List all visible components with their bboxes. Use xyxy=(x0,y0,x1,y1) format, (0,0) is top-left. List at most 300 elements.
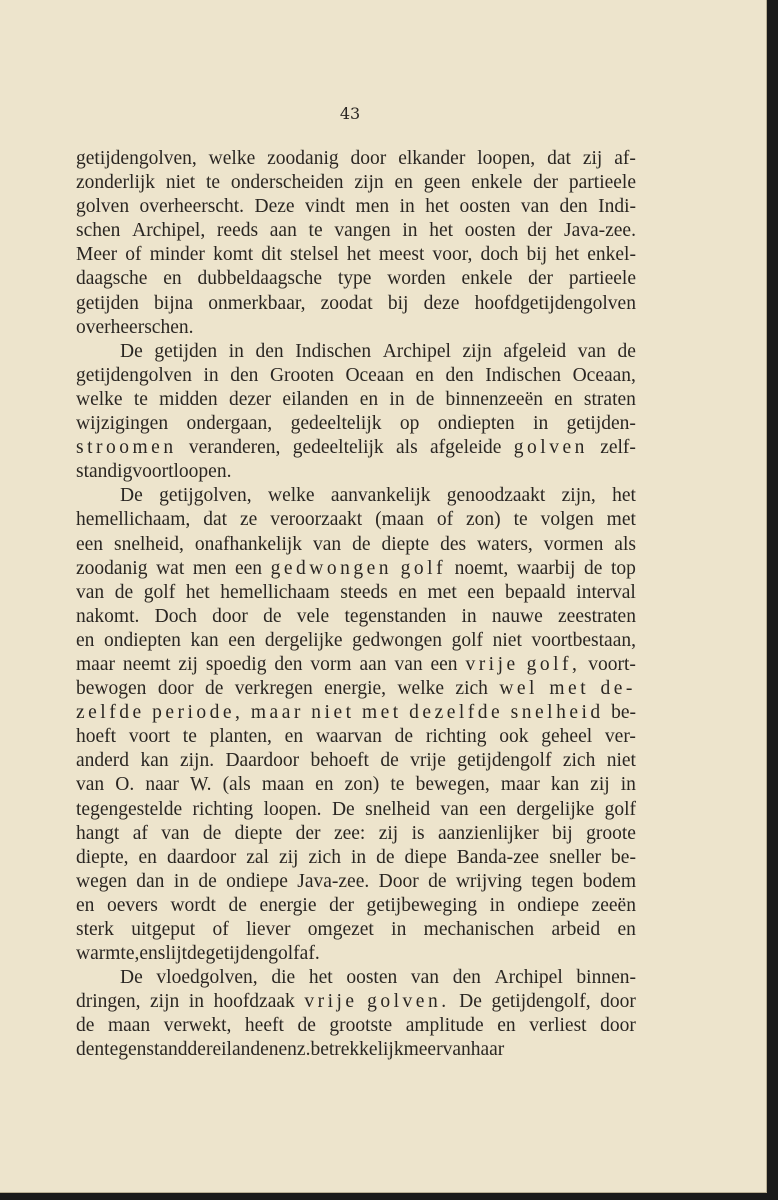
word: voort- xyxy=(588,653,636,675)
word: den xyxy=(559,196,588,218)
word: van xyxy=(410,967,440,989)
word: zich xyxy=(455,678,488,700)
word: interval xyxy=(576,581,636,603)
word: zij xyxy=(178,653,198,675)
word: hoofdzaak xyxy=(213,991,295,1013)
word: de xyxy=(198,870,217,892)
word: dan xyxy=(136,870,165,892)
word: bewegen, xyxy=(415,774,490,796)
word: verwekt, xyxy=(163,1015,232,1037)
word: te xyxy=(206,172,221,194)
word: warmte, xyxy=(76,943,140,965)
text-line xyxy=(76,316,636,340)
word: groote xyxy=(586,822,636,844)
word: Java-zee. xyxy=(297,870,370,892)
word: welke xyxy=(397,678,445,700)
word: Indi- xyxy=(598,196,636,218)
word: steeds xyxy=(340,581,388,603)
word: binnen- xyxy=(576,967,636,989)
word: der xyxy=(187,1039,213,1061)
word: dergelijke xyxy=(264,629,343,651)
word: eilanden xyxy=(282,388,349,410)
word: getijdengolf xyxy=(205,943,300,965)
word: diepte xyxy=(381,533,430,555)
word: voortbestaan, xyxy=(531,629,636,651)
text-line xyxy=(76,966,636,990)
word: liever xyxy=(246,919,291,940)
word: doch xyxy=(480,244,519,266)
word: getijdengolven xyxy=(76,364,192,386)
word: ondiepten xyxy=(437,413,515,435)
paragraph xyxy=(76,340,636,485)
word: te xyxy=(308,220,323,242)
word: in xyxy=(402,220,418,242)
word: loopen. xyxy=(263,798,322,820)
word: in xyxy=(173,870,189,892)
text-line xyxy=(76,725,636,749)
word: door xyxy=(600,1015,636,1037)
word: volgen xyxy=(540,509,594,531)
word: betrekkelijk xyxy=(310,1039,404,1061)
text-line xyxy=(76,292,636,316)
word: als xyxy=(396,437,418,459)
word: grootste xyxy=(329,1015,393,1037)
word: snelheid xyxy=(510,702,604,724)
word: met xyxy=(606,509,636,531)
word: oosten xyxy=(464,220,516,242)
word: in xyxy=(228,340,244,362)
word: golf xyxy=(400,557,447,579)
word: loopen, xyxy=(477,148,536,169)
word: daagsche xyxy=(76,268,148,290)
word: oosten xyxy=(346,967,398,989)
word: der xyxy=(533,172,559,194)
word: verliest xyxy=(529,1015,587,1037)
word: wel xyxy=(499,678,538,700)
word: sneller xyxy=(549,846,602,868)
text-line xyxy=(76,219,636,243)
word: des xyxy=(440,533,467,555)
word: der xyxy=(527,220,553,242)
word: door xyxy=(212,605,248,627)
word: niet xyxy=(606,750,636,772)
word: in xyxy=(461,605,477,627)
word: deze xyxy=(423,292,460,314)
word: vloedgolven, xyxy=(156,967,258,989)
text-line xyxy=(76,773,636,797)
word: de xyxy=(76,1015,95,1037)
word: vangen xyxy=(334,220,391,242)
word: met xyxy=(361,702,402,724)
word: De xyxy=(120,340,143,362)
word: zoodanig xyxy=(76,557,148,579)
word: welke xyxy=(208,148,256,169)
word: getijden- xyxy=(566,413,636,435)
word: hoofdgetijdengolven xyxy=(474,292,636,314)
word: oosten xyxy=(459,196,511,218)
word: oevers xyxy=(106,894,158,916)
word: wegen xyxy=(76,870,127,892)
word: amplitude xyxy=(405,1015,484,1037)
word: snelheid xyxy=(365,798,431,820)
word: de xyxy=(187,943,206,965)
word: afgeleid xyxy=(503,340,567,362)
word: maar xyxy=(500,774,540,796)
word: van xyxy=(577,340,606,362)
word: dat xyxy=(547,148,571,169)
word: type xyxy=(337,268,372,290)
word: veroorzaakt xyxy=(270,509,363,531)
word: zelfde xyxy=(76,702,145,724)
word: maan xyxy=(107,1015,151,1037)
word: het xyxy=(555,244,580,266)
word: maar xyxy=(250,702,304,724)
word: ondiepten xyxy=(104,629,181,651)
word: (als xyxy=(222,774,251,796)
word: in xyxy=(489,894,505,916)
word: voor, xyxy=(432,244,473,266)
word: mechanischen xyxy=(423,919,535,940)
text-line xyxy=(76,822,636,846)
word: planten, xyxy=(209,726,272,748)
word: vormen xyxy=(543,533,604,555)
word: enkele xyxy=(471,172,523,194)
word: zon) xyxy=(344,774,380,796)
word: getijdengolf xyxy=(457,750,552,772)
word: zoodanig xyxy=(267,148,339,169)
word: vrije xyxy=(304,991,358,1013)
word: den xyxy=(452,967,481,989)
word: anderd xyxy=(76,750,130,772)
word: bewogen xyxy=(76,678,147,700)
word: De xyxy=(120,967,143,989)
word: zoodat xyxy=(320,292,373,314)
word: hoeft xyxy=(76,726,117,748)
word: en xyxy=(315,774,334,796)
word: Grooten xyxy=(269,364,334,386)
word: getijden xyxy=(154,340,218,362)
word: den xyxy=(255,340,284,362)
text-line xyxy=(76,412,636,436)
word: zal xyxy=(246,846,269,868)
word: ver- xyxy=(604,726,636,748)
text-line xyxy=(76,581,636,605)
word: partieele xyxy=(568,172,636,194)
text-line xyxy=(76,508,636,532)
word: zonderlijk xyxy=(76,172,156,194)
word: die xyxy=(271,967,296,989)
word: de xyxy=(228,894,247,916)
paragraph xyxy=(76,484,636,966)
word: Meer xyxy=(76,244,118,266)
word: stelsel xyxy=(290,244,339,266)
word: spoedig xyxy=(205,653,267,675)
word: met xyxy=(427,581,457,603)
word: tegen xyxy=(531,870,574,892)
word: tegenstand xyxy=(104,1039,188,1061)
word: veranderen, xyxy=(188,437,281,459)
word: der xyxy=(329,894,354,916)
word: aan xyxy=(359,653,387,675)
word: der xyxy=(528,268,554,290)
text-line xyxy=(76,171,636,195)
word: door xyxy=(157,678,194,700)
word: een xyxy=(76,533,104,555)
word: Indischen xyxy=(295,340,372,362)
word: dezer xyxy=(228,388,272,410)
text-line xyxy=(76,990,636,1014)
word: en xyxy=(617,919,636,940)
word: den xyxy=(274,653,303,675)
word: verkregen xyxy=(234,678,313,700)
body-text xyxy=(76,147,636,1063)
word: maar xyxy=(76,653,115,675)
word: afgeleide xyxy=(430,437,502,459)
word: be- xyxy=(611,702,636,724)
word: door xyxy=(350,148,387,169)
word: minder xyxy=(149,244,205,266)
word: de xyxy=(415,388,435,410)
word: getijdengolf, xyxy=(491,991,591,1013)
word: in xyxy=(389,388,405,410)
text-line xyxy=(76,484,636,508)
word: zich xyxy=(562,750,596,772)
word: diepe xyxy=(404,846,447,868)
word: van xyxy=(440,798,469,820)
word: midden xyxy=(159,388,218,410)
word: een xyxy=(479,798,507,820)
word: ook xyxy=(499,726,529,748)
word: in xyxy=(203,364,219,386)
word: en xyxy=(76,894,95,916)
word: neemt xyxy=(122,653,171,675)
word: de xyxy=(583,557,603,579)
word: af xyxy=(132,822,148,844)
word: maan xyxy=(261,774,305,796)
word: een xyxy=(235,557,263,579)
text-line xyxy=(76,340,636,364)
word: en xyxy=(497,1015,516,1037)
word: vele xyxy=(296,605,330,627)
word: daardoor xyxy=(166,846,237,868)
word: de xyxy=(263,605,282,627)
word: kan xyxy=(140,750,169,772)
word: golf, xyxy=(526,653,581,675)
word: zeestraten xyxy=(558,605,636,627)
word: (maan xyxy=(375,509,424,531)
word: in xyxy=(533,413,549,435)
word: en xyxy=(284,726,304,748)
word: den xyxy=(230,364,259,386)
word: aan xyxy=(269,220,297,242)
word: Archipel, xyxy=(132,220,206,242)
word: stroomen xyxy=(76,437,177,459)
text-line xyxy=(76,557,636,581)
word: van xyxy=(161,822,190,844)
word: niet xyxy=(492,629,522,651)
word: omgezet xyxy=(307,919,374,940)
word: zijn xyxy=(462,340,492,362)
word: van xyxy=(76,581,105,603)
word: wijzigingen xyxy=(76,413,169,435)
word: en xyxy=(398,581,417,603)
word: be- xyxy=(611,846,636,868)
word: is xyxy=(411,822,425,844)
word: gedwongen xyxy=(270,557,393,579)
text-line xyxy=(76,195,636,219)
word: zich xyxy=(308,846,341,868)
word: arbeid xyxy=(551,919,601,940)
word: getijden xyxy=(76,292,139,314)
text-line xyxy=(76,942,636,966)
word: richting xyxy=(425,726,487,748)
word: getijdengolven, xyxy=(76,148,197,169)
word: zijn. xyxy=(179,750,215,772)
word: zij xyxy=(378,822,399,844)
word: en xyxy=(394,172,413,194)
word: gedeeltelijk xyxy=(292,437,384,459)
word: vindt xyxy=(305,196,346,218)
word: of xyxy=(212,919,229,940)
word: niet xyxy=(311,702,355,724)
word: in xyxy=(399,196,415,218)
text-line xyxy=(76,677,636,701)
text-line xyxy=(76,388,636,412)
word: af- xyxy=(614,148,636,169)
word: van xyxy=(76,774,105,796)
word: den xyxy=(445,364,474,386)
word: noemt, xyxy=(454,557,509,579)
text-line xyxy=(76,364,636,388)
word: en xyxy=(76,629,95,651)
word: door xyxy=(600,991,636,1013)
word: men xyxy=(355,196,390,218)
word: wordt xyxy=(170,894,216,916)
word: af. xyxy=(299,943,320,965)
word: zee: xyxy=(333,822,366,844)
word: den xyxy=(76,1039,105,1061)
word: getijgolven, xyxy=(159,485,252,507)
word: Oceaan, xyxy=(572,364,636,386)
text-line xyxy=(76,749,636,773)
word: worden xyxy=(387,268,446,290)
word: Indischen xyxy=(485,364,561,386)
word: voort xyxy=(128,726,171,748)
word: Daardoor xyxy=(225,750,300,772)
word: kan xyxy=(550,774,580,796)
word: getijbeweging xyxy=(366,894,477,916)
word: bodem xyxy=(582,870,636,892)
text-line xyxy=(76,243,636,267)
text-line xyxy=(76,147,636,171)
word: golf xyxy=(451,629,484,651)
word: bij xyxy=(387,292,409,314)
word: de xyxy=(297,1015,316,1037)
word: komt xyxy=(213,244,254,266)
paragraph xyxy=(76,966,636,1062)
word: zelf- xyxy=(600,437,636,459)
word: enz. xyxy=(278,1039,311,1061)
text-line xyxy=(76,870,636,894)
word: behoeft xyxy=(310,750,369,772)
word: met xyxy=(549,678,590,700)
word: meest xyxy=(378,244,425,266)
word: het xyxy=(308,967,333,989)
word: nakomt. xyxy=(76,605,140,627)
word: en xyxy=(138,846,157,868)
text-line xyxy=(76,653,636,677)
word: te xyxy=(182,726,197,748)
word: zij xyxy=(582,148,603,169)
word: men xyxy=(192,557,227,579)
word: energie xyxy=(259,894,317,916)
word: bij xyxy=(526,244,548,266)
word: in xyxy=(391,919,407,940)
word: een xyxy=(228,629,256,651)
text-line xyxy=(76,605,636,629)
word: ondiepe xyxy=(226,870,288,892)
word: golven. xyxy=(367,991,450,1013)
word: te xyxy=(390,774,405,796)
word: bij xyxy=(552,822,573,844)
word: de xyxy=(352,533,371,555)
word: de xyxy=(376,846,395,868)
word: eilanden xyxy=(212,1039,279,1061)
word: dergelijke xyxy=(516,798,595,820)
word: hemellichaam, xyxy=(76,509,191,531)
text-line xyxy=(76,894,636,918)
word: richting xyxy=(192,798,254,820)
word: standig xyxy=(76,461,133,483)
word: geen xyxy=(423,172,461,194)
word: tegenstanden xyxy=(344,605,447,627)
word: genoodzaakt xyxy=(446,485,546,507)
text-line xyxy=(76,629,636,653)
word: Banda-zee xyxy=(456,846,540,868)
text-line xyxy=(76,436,636,460)
paragraph xyxy=(76,147,636,340)
word: en xyxy=(163,268,182,290)
word: of xyxy=(125,244,142,266)
word: als xyxy=(614,533,636,555)
word: sterk xyxy=(76,919,114,940)
word: welke xyxy=(76,388,123,410)
word: enkele xyxy=(461,268,513,290)
word: en xyxy=(139,943,158,965)
word: voortloopen. xyxy=(132,461,232,483)
word: van xyxy=(520,196,550,218)
word: meer xyxy=(403,1039,443,1061)
word: waarvan xyxy=(315,726,382,748)
word: de xyxy=(202,822,222,844)
word: de xyxy=(617,340,636,362)
word: Oceaan xyxy=(345,364,404,386)
word: partieele xyxy=(568,268,636,290)
word: waarbij xyxy=(516,557,576,579)
word: periode, xyxy=(152,702,244,724)
word: reeds xyxy=(216,220,259,242)
word: golf xyxy=(143,581,176,603)
word: bijna xyxy=(154,292,194,314)
word: binnenzeeën xyxy=(445,388,543,410)
word: van xyxy=(394,653,423,675)
word: Archipel xyxy=(494,967,563,989)
word: nauwe xyxy=(491,605,543,627)
word: zijn xyxy=(354,172,384,194)
word: in xyxy=(350,846,367,868)
word: straten xyxy=(583,388,636,410)
word: De xyxy=(120,485,143,507)
